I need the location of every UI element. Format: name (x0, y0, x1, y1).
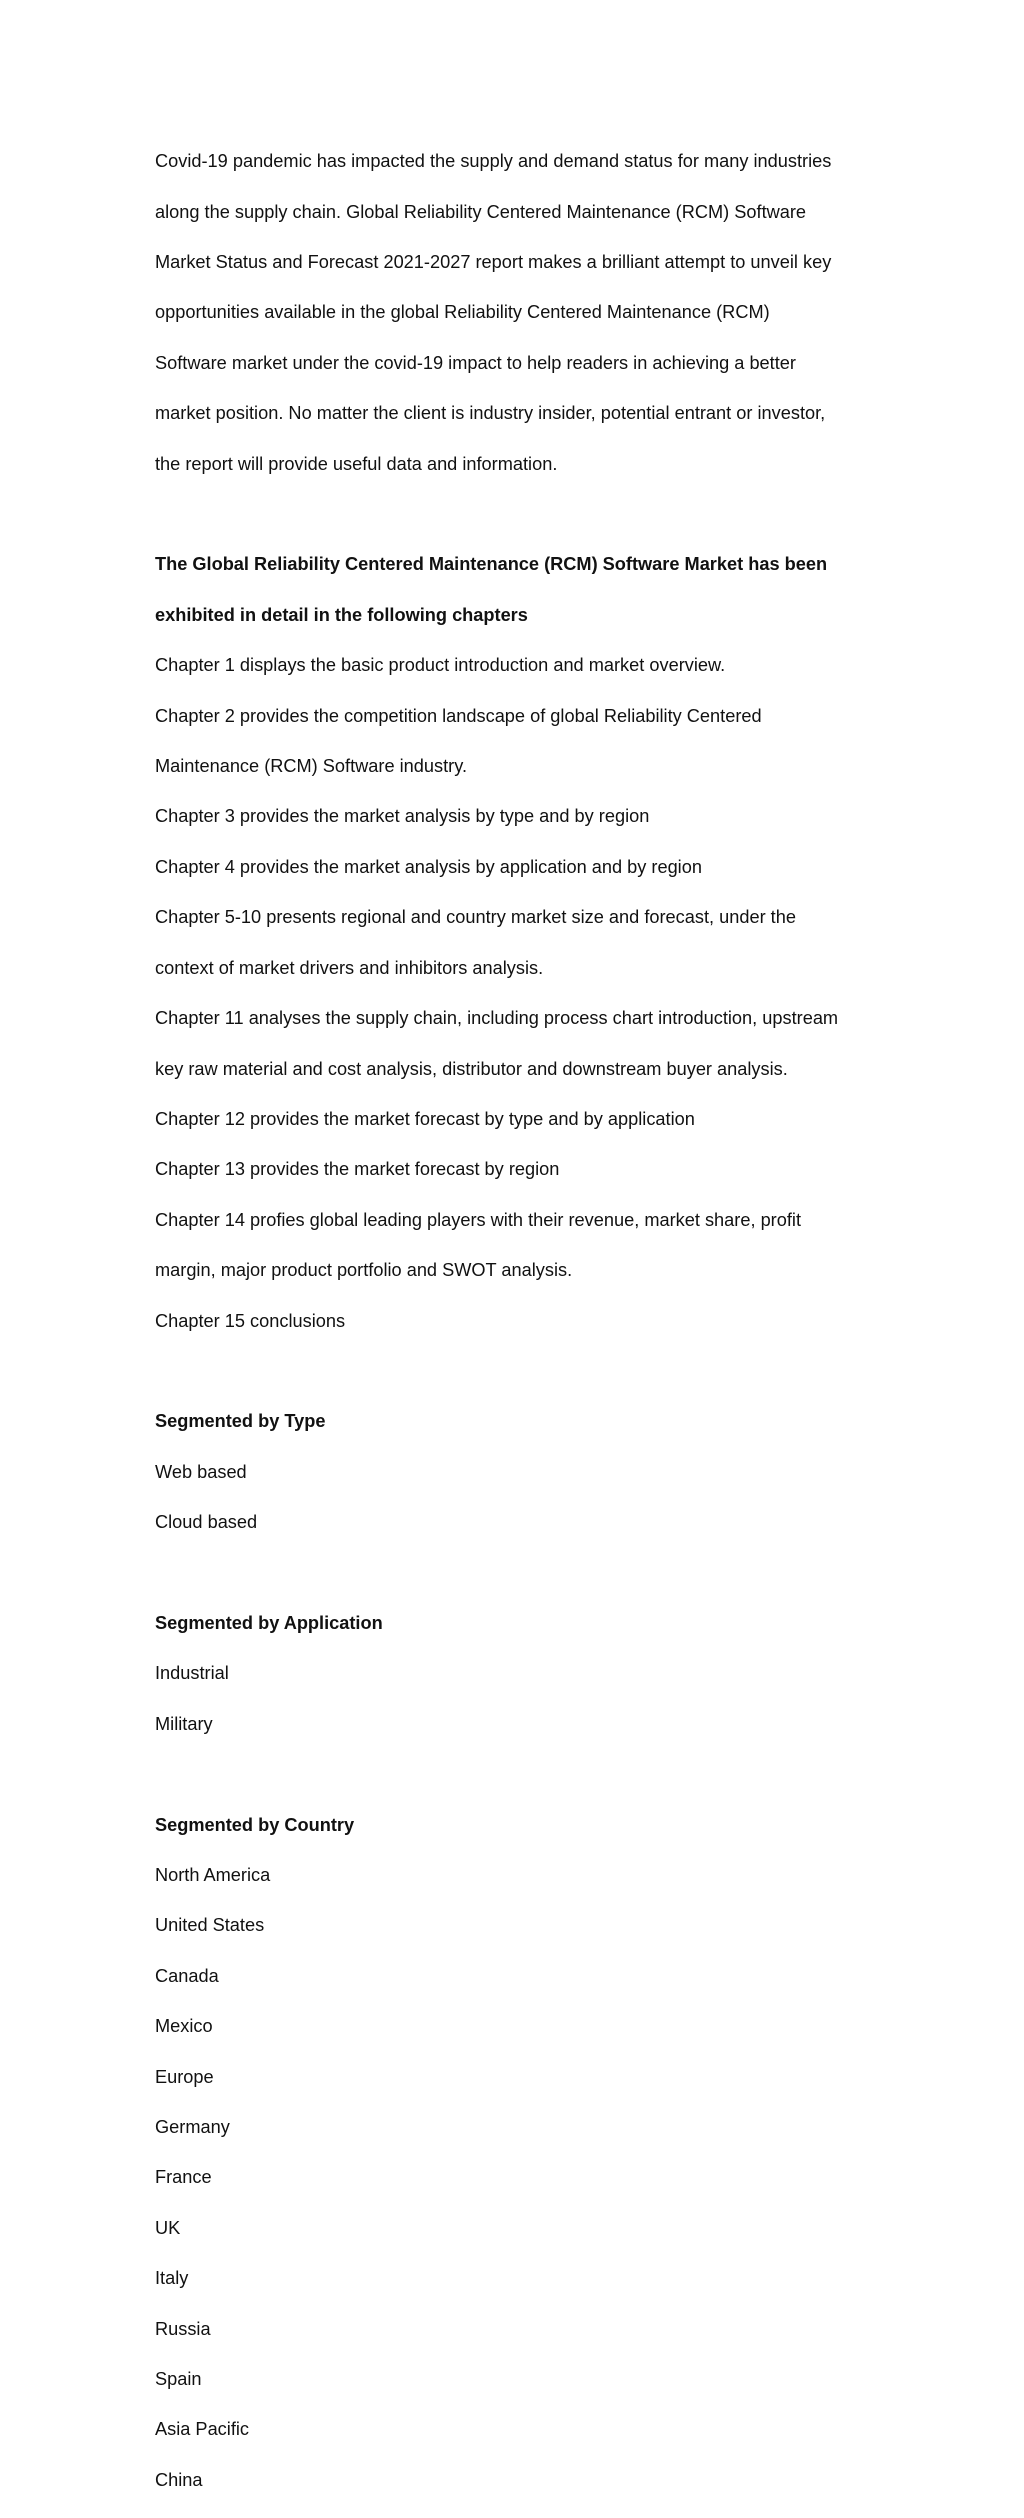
chapter-line: Chapter 1 displays the basic product introduction and market overview. (155, 655, 726, 676)
segment-country-item: United States (155, 1915, 265, 1936)
document-page (155, 124, 895, 2518)
paragraph-gap (155, 1762, 895, 1787)
chapters-heading-line: The Global Reliability Centered Maintenance (RCM) Software Market has been (155, 554, 828, 575)
segment-country-item: Mexico (155, 2016, 213, 2037)
segment-application-heading: Segmented by Application (155, 1612, 383, 1633)
chapter-line: Chapter 2 provides the competition landscape of global Reliability Centered (155, 705, 762, 726)
segment-country-heading: Segmented by Country (155, 1814, 355, 1835)
paragraph-gap (155, 1359, 895, 1384)
segment-application-item: Military (155, 1713, 213, 1734)
chapter-line: Chapter 12 provides the market forecast by type and by application (155, 1108, 695, 1129)
chapter-line: Chapter 14 profies global leading players with their revenue, market share, profit (155, 1209, 802, 1230)
intro-line: along the supply chain. Global Reliability Centered Maintenance (RCM) Software (155, 201, 807, 222)
paragraph-gap (155, 1561, 895, 1586)
segment-country-item: Italy (155, 2268, 189, 2289)
chapters-section (155, 527, 895, 1359)
segment-country-item: North America (155, 1864, 271, 1885)
intro-line: Market Status and Forecast 2021-2027 report makes a brilliant attempt to unveil key (155, 252, 832, 273)
segment-type-section (155, 1384, 895, 1560)
chapter-line: context of market drivers and inhibitors analysis. (155, 957, 544, 978)
intro-line: Software market under the covid-19 impact to help readers in achieving a better (155, 352, 796, 373)
chapters-heading-line: exhibited in detail in the following chapters (155, 604, 528, 625)
segment-application-item: Industrial (155, 1663, 229, 1684)
chapter-line: Chapter 13 provides the market forecast by region (155, 1159, 560, 1180)
chapter-line: margin, major product portfolio and SWOT analysis. (155, 1260, 573, 1281)
segment-country-item: Europe (155, 2066, 214, 2087)
paragraph-gap (155, 502, 895, 527)
segment-type-item: Cloud based (155, 1512, 258, 1533)
intro-line: the report will provide useful data and information. (155, 453, 558, 474)
chapter-line: Chapter 4 provides the market analysis by application and by region (155, 856, 702, 877)
segment-country-item: Canada (155, 1965, 219, 1986)
segment-country-item: Asia Pacific (155, 2419, 250, 2440)
segment-type-item: Web based (155, 1461, 247, 1482)
chapter-line: Chapter 5-10 presents regional and country market size and forecast, under the (155, 907, 796, 928)
chapter-line: Maintenance (RCM) Software industry. (155, 756, 467, 777)
segment-country-item: France (155, 2167, 212, 2188)
segment-type-heading: Segmented by Type (155, 1411, 326, 1432)
intro-line: Covid-19 pandemic has impacted the supply and demand status for many industries (155, 151, 832, 172)
segment-country-item: China (155, 2469, 203, 2490)
segment-country-item: Germany (155, 2116, 230, 2137)
chapter-line: Chapter 15 conclusions (155, 1310, 346, 1331)
segment-country-section (155, 1787, 895, 2518)
segment-country-item: Spain (155, 2369, 202, 2390)
segment-application-section (155, 1586, 895, 1762)
chapter-line: Chapter 3 provides the market analysis by type and by region (155, 806, 650, 827)
segment-country-item: Russia (155, 2318, 211, 2339)
chapter-line: Chapter 11 analyses the supply chain, including process chart introduction, upstream (155, 1008, 839, 1029)
chapter-line: key raw material and cost analysis, distributor and downstream buyer analysis. (155, 1058, 788, 1079)
intro-line: market position. No matter the client is industry insider, potential entrant or investor, (155, 403, 826, 424)
segment-country-item: UK (155, 2217, 181, 2238)
intro-line: opportunities available in the global Reliability Centered Maintenance (RCM) (155, 302, 770, 323)
intro-paragraph (155, 124, 895, 502)
